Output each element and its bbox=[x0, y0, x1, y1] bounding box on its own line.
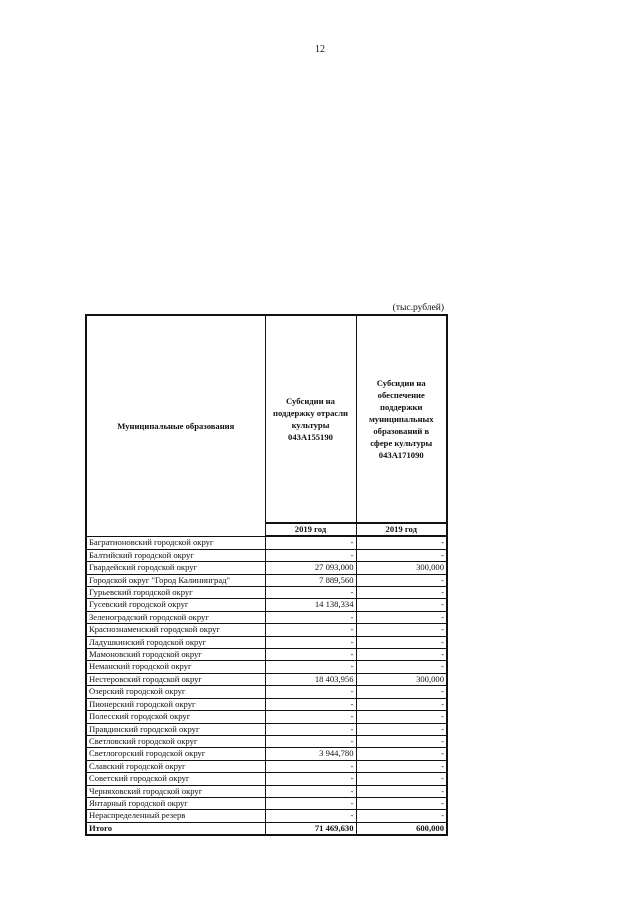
year-header-col1: 2019 год bbox=[265, 523, 356, 536]
value-col2: - bbox=[356, 661, 447, 673]
value-col1: - bbox=[265, 686, 356, 698]
table-row bbox=[86, 636, 447, 648]
value-col1: - bbox=[265, 649, 356, 661]
municipality-name: Ладушкинский городской округ bbox=[86, 636, 265, 648]
value-col2: - bbox=[356, 611, 447, 623]
value-col1: - bbox=[265, 797, 356, 809]
municipality-name: Багратионовский городской округ bbox=[86, 536, 265, 549]
value-col2: 300,000 bbox=[356, 562, 447, 574]
value-col1: 7 889,560 bbox=[265, 574, 356, 586]
table-row bbox=[86, 785, 447, 797]
value-col1: 27 093,000 bbox=[265, 562, 356, 574]
table-row bbox=[86, 698, 447, 710]
value-col1: - bbox=[265, 773, 356, 785]
value-col1: - bbox=[265, 698, 356, 710]
table-row bbox=[86, 773, 447, 785]
table-row bbox=[86, 611, 447, 623]
municipality-name: Балтийский городской округ bbox=[86, 549, 265, 561]
table-row bbox=[86, 599, 447, 611]
table-row bbox=[86, 760, 447, 772]
value-col2: - bbox=[356, 698, 447, 710]
value-col2: - bbox=[356, 785, 447, 797]
table-row bbox=[86, 711, 447, 723]
value-col2: - bbox=[356, 760, 447, 772]
municipality-name: Черняховский городской округ bbox=[86, 785, 265, 797]
table-row bbox=[86, 723, 447, 735]
table-row bbox=[86, 587, 447, 599]
header-subsidy-municipal-support: Субсидии на обеспечение поддержки муниципальных образований в сфере культуры 043A171090 bbox=[356, 315, 447, 523]
table-row bbox=[86, 574, 447, 586]
municipality-name: Пионерский городской округ bbox=[86, 698, 265, 710]
total-row bbox=[86, 822, 447, 835]
value-col1: - bbox=[265, 636, 356, 648]
value-col2: - bbox=[356, 810, 447, 822]
value-col1: - bbox=[265, 624, 356, 636]
municipality-name: Неманский городской округ bbox=[86, 661, 265, 673]
value-col1: - bbox=[265, 611, 356, 623]
table-row bbox=[86, 735, 447, 747]
municipality-name: Правдинский городской округ bbox=[86, 723, 265, 735]
value-col1: - bbox=[265, 587, 356, 599]
municipality-name: Гусевский городской округ bbox=[86, 599, 265, 611]
table-row bbox=[86, 649, 447, 661]
value-col2: - bbox=[356, 686, 447, 698]
value-col2: - bbox=[356, 735, 447, 747]
table-row bbox=[86, 686, 447, 698]
table-row bbox=[86, 673, 447, 685]
municipality-name: Светлогорский городской округ bbox=[86, 748, 265, 760]
total-value-col1: 71 469,630 bbox=[265, 822, 356, 835]
value-col1: 14 138,334 bbox=[265, 599, 356, 611]
value-col2: - bbox=[356, 536, 447, 549]
table-row bbox=[86, 536, 447, 549]
value-col1: - bbox=[265, 735, 356, 747]
value-col1: - bbox=[265, 711, 356, 723]
municipality-name: Янтарный городской округ bbox=[86, 797, 265, 809]
table-row bbox=[86, 748, 447, 760]
value-col2: - bbox=[356, 748, 447, 760]
table-row bbox=[86, 661, 447, 673]
municipality-name: Светловский городской округ bbox=[86, 735, 265, 747]
header-municipal: Муниципальные образования bbox=[86, 315, 265, 536]
municipality-name: Советский городской округ bbox=[86, 773, 265, 785]
units-note: (тыс.рублей) bbox=[392, 303, 444, 313]
table-row bbox=[86, 562, 447, 574]
value-col2: - bbox=[356, 574, 447, 586]
value-col2: - bbox=[356, 773, 447, 785]
value-col1: 18 403,956 bbox=[265, 673, 356, 685]
table-row bbox=[86, 549, 447, 561]
value-col2: 300,000 bbox=[356, 673, 447, 685]
municipality-name: Зеленоградский городской округ bbox=[86, 611, 265, 623]
subsidy-table bbox=[85, 314, 448, 836]
value-col1: - bbox=[265, 785, 356, 797]
value-col2: - bbox=[356, 549, 447, 561]
value-col1: - bbox=[265, 549, 356, 561]
municipality-name: Полесский городской округ bbox=[86, 711, 265, 723]
value-col2: - bbox=[356, 599, 447, 611]
value-col2: - bbox=[356, 649, 447, 661]
value-col1: - bbox=[265, 760, 356, 772]
value-col1: - bbox=[265, 723, 356, 735]
municipality-name: Нестеровский городской округ bbox=[86, 673, 265, 685]
value-col1: - bbox=[265, 661, 356, 673]
value-col1: - bbox=[265, 810, 356, 822]
total-value-col2: 600,000 bbox=[356, 822, 447, 835]
total-label: Итого bbox=[86, 822, 265, 835]
municipality-name: Городской округ "Город Калининград" bbox=[86, 574, 265, 586]
municipality-name: Мамоновский городской округ bbox=[86, 649, 265, 661]
municipality-name: Славский городской округ bbox=[86, 760, 265, 772]
municipality-name: Краснознаменский городской округ bbox=[86, 624, 265, 636]
value-col2: - bbox=[356, 624, 447, 636]
header-subsidy-culture-industry: Субсидии на поддержку отрасли культуры 043A155190 bbox=[265, 315, 356, 523]
value-col1: - bbox=[265, 536, 356, 549]
value-col2: - bbox=[356, 711, 447, 723]
municipality-name: Нераспределенный резерв bbox=[86, 810, 265, 822]
value-col1: 3 944,780 bbox=[265, 748, 356, 760]
municipality-name: Гурьевский городской округ bbox=[86, 587, 265, 599]
table-row bbox=[86, 624, 447, 636]
value-col2: - bbox=[356, 587, 447, 599]
value-col2: - bbox=[356, 636, 447, 648]
table-row bbox=[86, 810, 447, 822]
value-col2: - bbox=[356, 723, 447, 735]
page-number: 12 bbox=[315, 44, 325, 55]
municipality-name: Гвардейский городской округ bbox=[86, 562, 265, 574]
value-col2: - bbox=[356, 797, 447, 809]
year-header-col2: 2019 год bbox=[356, 523, 447, 536]
table-row bbox=[86, 797, 447, 809]
municipality-name: Озерский городской округ bbox=[86, 686, 265, 698]
